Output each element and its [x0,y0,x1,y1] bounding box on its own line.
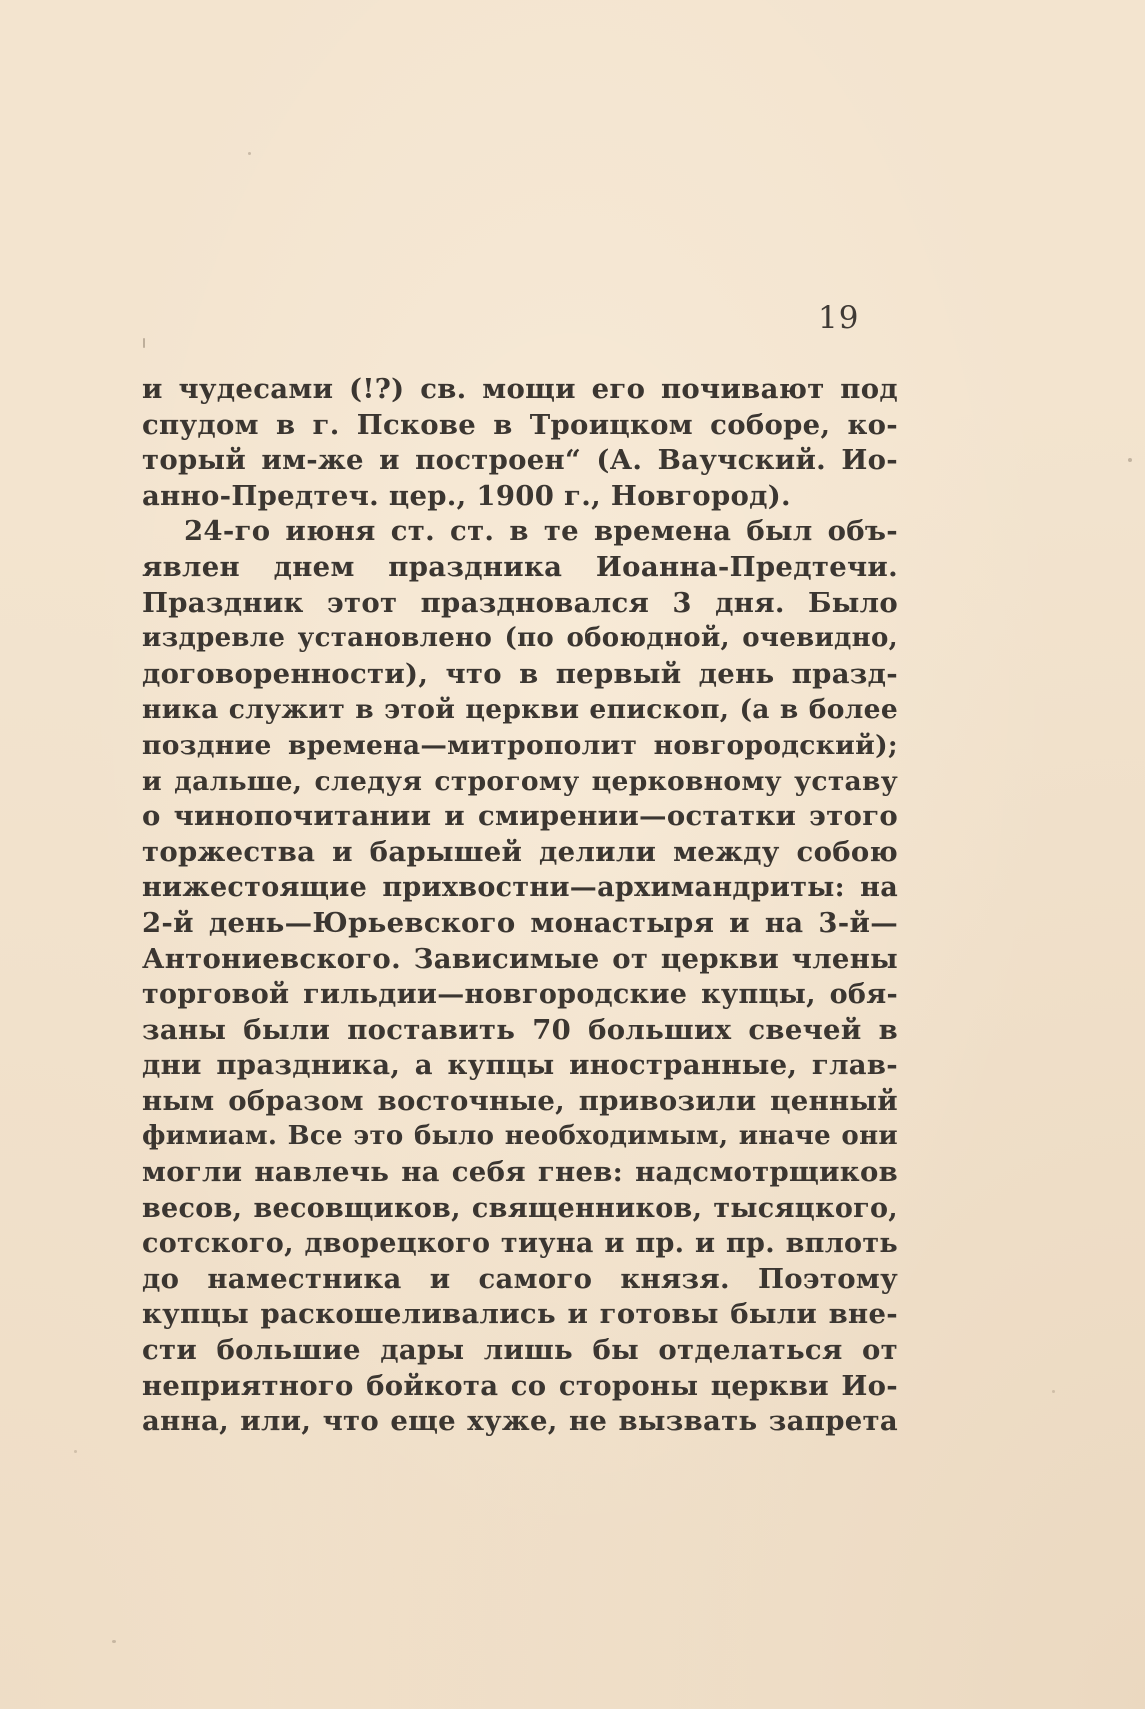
text-line: анно-Предтеч. цер., 1900 г., Новгород). [142,479,791,512]
page-number: 19 [818,300,860,336]
text-line: могли навлечь на себя гнев: надсмотрщиков [142,1156,898,1189]
text-line: и дальше, следуя строгому церковному уставу [142,765,898,797]
text-line: неприятного бойкота со стороны церкви Ио- [142,1369,898,1402]
text-line: до наместника и самого князя. Поэтому [142,1262,898,1295]
paper-speck [143,338,145,348]
text-line: фимиам. Все это было необходимым, иначе они [142,1121,898,1152]
text-line: торый им-же и построен“ (А. Ваучский. Ио- [142,444,898,477]
paper-speck [1052,1390,1055,1393]
text-line: поздние времена—митрополит новгородский); [142,729,898,761]
text-line: о чинопочитании и смирении—остатки этого [142,800,898,833]
text-line: 24-го июня ст. ст. в те времена был объ- [184,515,898,548]
text-line: сти большие дары лишь бы отделаться от [142,1334,898,1367]
text-line: заны были поставить 70 больших свечей в [142,1013,898,1046]
text-line: анна, или, что еще хуже, не вызвать запрета [142,1405,898,1438]
text-line: купцы раскошеливались и готовы были вне- [142,1298,898,1331]
text-line: сотского, дворецкого тиуна и пр. и пр. вплоть [142,1228,898,1260]
text-line: торговой гильдии—новгородские купцы, обя- [142,979,898,1011]
text-line: 2-й день—Юрьевского монастыря и на 3-й— [142,906,898,939]
text-line: дни праздника, а купцы иностранные, глав- [142,1049,898,1082]
text-line: Праздник этот праздновался 3 дня. Было [142,586,898,619]
paper-speck [74,1450,77,1453]
text-line: и чудесами (!?) св. мощи его почивают под [142,373,898,405]
text-line: Антониевского. Зависимые от церкви члены [142,942,898,975]
text-line: явлен днем праздника Иоанна-Предтечи. [142,550,898,583]
paper-speck [248,152,251,155]
text-line: ника служит в этой церкви епископ, (а в более [142,694,898,726]
paper-speck [112,1640,116,1643]
text-line: ным образом восточные, привозили ценный [142,1084,898,1117]
paper-speck [1128,458,1132,462]
body-text [142,372,898,1440]
text-line: нижестоящие прихвостни—архимандриты: на [142,872,898,904]
text-line: издревле установлено (по обоюдной, очевидно, [142,623,898,654]
text-line: договоренности), что в первый день празд- [142,657,898,690]
text-line: спудом в г. Пскове в Троицком соборе, ко- [142,408,898,441]
text-line: весов, весовщиков, священников, тысяцкого, [142,1192,898,1224]
text-line: торжества и барышей делили между собою [142,835,898,868]
